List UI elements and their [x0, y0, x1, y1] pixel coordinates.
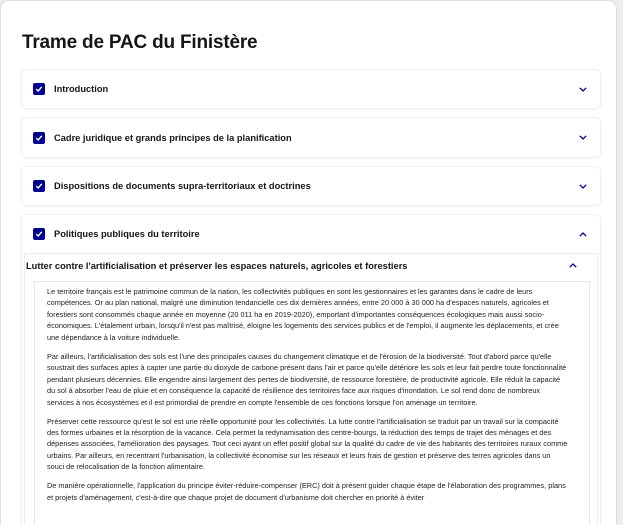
page-title: Trame de PAC du Finistère	[22, 32, 258, 53]
chevron-up-icon	[579, 231, 587, 237]
content-paragraph: Le territoire français est le patrimoine commun de la nation, les collectivités publiques en sont les gestionnaires et les garantes dans le cadre de leurs compétences. Or au plan national, malgré une diminution tendancielle ces dix dernières années, entre 20 000 à 30 000 ha d'espaces naturels, agricoles et forestiers sont consommés chaque année en moyenne (20 011 ha en 2019-2020), emportant d'importantes conséquences écologiques mais aussi socio-économiques. L'étalement urbain, lorsqu'il n'est pas maîtrisé, éloigne les logements des services publics et de l'emploi, il augmente les déplacements, et crée une dépendance à la voiture individuelle.	[47, 287, 559, 342]
sub-accordion-content	[34, 281, 590, 525]
content-paragraph: Préserver cette ressource qu'est le sol est une réelle opportunité pour les collectivités. La lutte contre l'artificialisation se traduit par un travail sur la compacité des formes urbaines et la résorption de la vacance. Cela permet la redynamisation des centre-bourgs, la réduction des temps de trajet des ménages et des dépenses associées, l'amélioration des paysages. Tout ceci ayant un effet positif global sur la qualité du cadre de vie des habitants des territoires ruraux comme urbains. Par ailleurs, en recentrant l'urbanisation, la collectivité économise sur les réseaux et leurs frais de gestion et préserve des terres agricoles dans un souci de relocalisation de la fonction alimentaire.	[47, 416, 568, 472]
sub-accordion-artificialisation	[24, 253, 598, 525]
dispositions-checkbox[interactable]	[33, 180, 45, 192]
content-paragraph: Par ailleurs, l'artificialisation des sols est l'une des principales causes du changement climatique et de l'érosion de la biodiversité. Tout d'abord parce qu'elle soustrait des surfaces aptes à capter une partie du dioxyde de carbone présent dans l'air et parce qu'elle détériore les sols et leur fait perdre toute fonctionnalité pendant plusieurs décennies. Elle engendre ainsi largement des pertes de biodiversité, de ressource forestière, de productivité agricole. Elle réduit la capacité du sol à absorber l'eau de pluie et en conséquence la capacité de résilience des territoires face aux risques d'inondation. Le sol rend donc de nombreux services à nos écosystèmes et il est primordial de prendre en compte l'ensemble de ces fonctions lorsque l'on aménage un territoire.	[47, 351, 567, 407]
accordion-politiques-publiques	[22, 215, 600, 525]
checkbox-checked-icon	[35, 182, 43, 190]
checkbox-checked-icon	[35, 134, 43, 142]
cadre-juridique-checkbox[interactable]	[33, 132, 45, 144]
checkbox-checked-icon	[35, 230, 43, 238]
accordion-introduction	[22, 70, 600, 108]
checkbox-checked-icon	[35, 85, 43, 93]
accordion-cadre-juridique	[22, 118, 600, 157]
chevron-down-icon	[579, 86, 587, 92]
content-paragraph: De manière opérationnelle, l'application du principe éviter-réduire-compenser (ERC) doit à présent guider chaque étape de l'élaboration des programmes, plans et projets d'aménagement, c'est-à-dire que chaque projet de document d'urbanisme doit chercher en priorité à éviter	[47, 481, 566, 502]
main-panel	[1, 1, 616, 525]
chevron-up-icon	[569, 263, 577, 269]
accordion-label-introduction: Introduction	[54, 84, 109, 94]
chevron-down-icon	[579, 183, 587, 189]
accordion-header-cadre-juridique[interactable]	[22, 118, 600, 157]
sub-accordion-title: Lutter contre l'artificialisation et préserver les espaces naturels, agricoles et forestiers	[26, 260, 408, 271]
politiques-publiques-checkbox[interactable]	[33, 228, 45, 240]
accordion-label-politiques-publiques: Politiques publiques du territoire	[54, 229, 200, 239]
introduction-checkbox[interactable]	[33, 83, 45, 95]
sub-accordion-header-artificialisation[interactable]	[25, 254, 597, 277]
accordion-label-cadre-juridique: Cadre juridique et grands principes de la planification	[54, 132, 292, 143]
accordion-header-dispositions[interactable]	[22, 167, 600, 205]
accordion-header-introduction[interactable]	[22, 70, 600, 108]
accordion-dispositions	[22, 167, 600, 205]
chevron-down-icon	[579, 135, 587, 141]
accordion-label-dispositions: Dispositions de documents supra-territoriaux et doctrines	[54, 181, 311, 191]
accordion-header-politiques-publiques[interactable]	[22, 215, 600, 253]
